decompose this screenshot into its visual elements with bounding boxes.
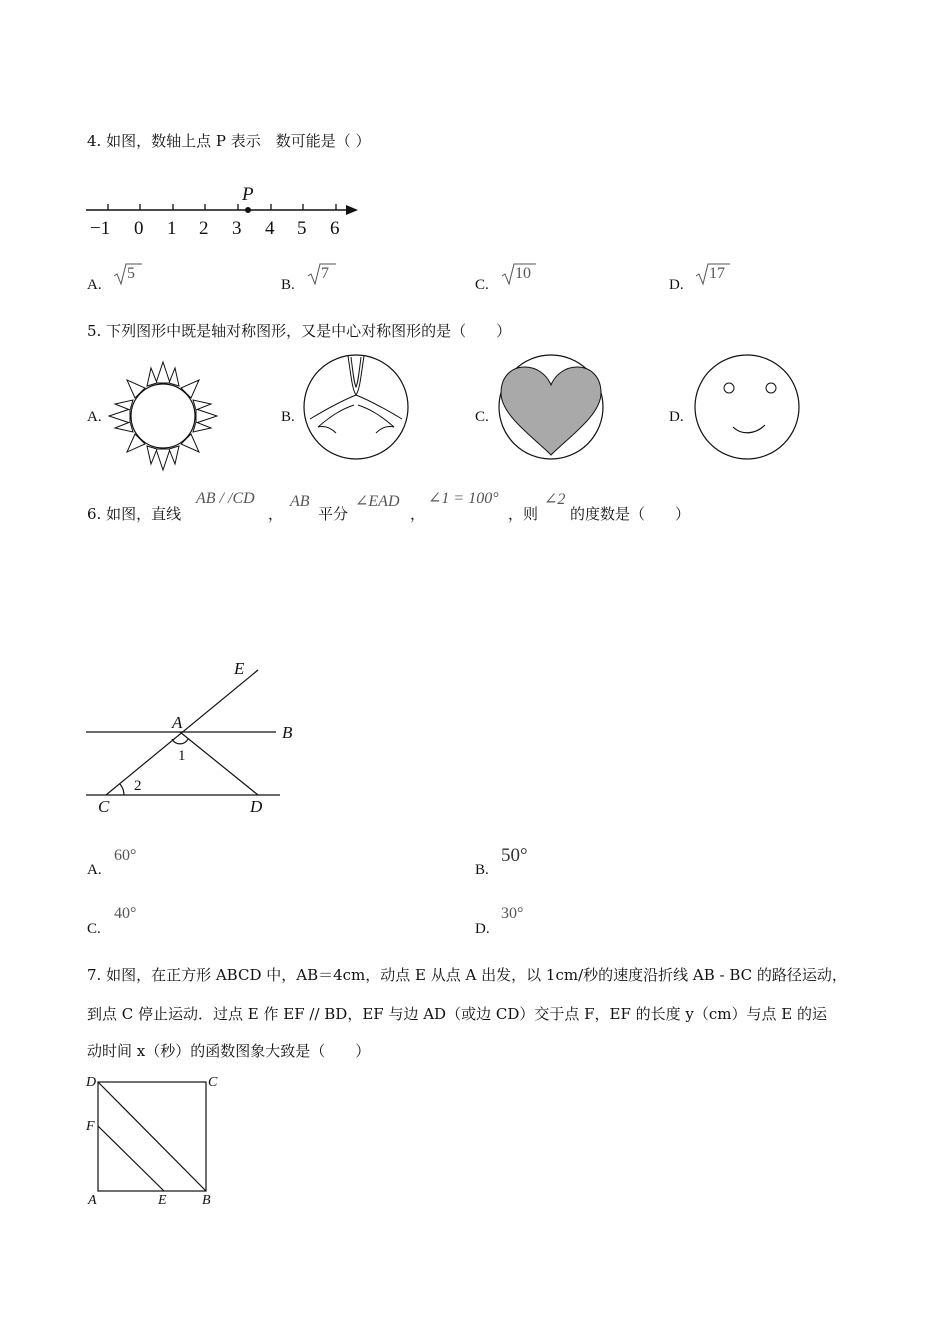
q4-option-c-value: 10 — [515, 265, 531, 282]
q7-square-figure — [84, 1070, 234, 1210]
q6-expr-ab-parallel-cd: AB / /CD — [196, 490, 255, 507]
heart-figure-icon — [497, 353, 607, 463]
q4-option-a-letter: A. — [87, 277, 102, 293]
tick-label: 3 — [232, 218, 242, 239]
tick-label: 1 — [167, 218, 177, 239]
point-p-dot — [245, 207, 251, 213]
q7-line-2: 到点 C 停止运动．过点 E 作 EF // BD，EF 与边 AD（或边 CD）交于点 F，EF 的长度 y（cm）与点 E 的运 — [87, 1005, 827, 1023]
tick-label: 5 — [297, 218, 307, 239]
tick-label: 0 — [134, 218, 144, 239]
label-d: D — [250, 797, 263, 816]
q5-stem: 5. 下列图形中既是轴对称图形，又是中心对称图形的是（ ） — [87, 322, 512, 340]
label-angle-2: 2 — [134, 778, 142, 794]
q6-comma: ， — [410, 505, 426, 523]
q6-figure — [84, 660, 324, 820]
q6-option-c-value: 40° — [114, 905, 137, 922]
q7-line-3: 动时间 x（秒）的函数图象大致是（ ） — [87, 1042, 371, 1060]
q6-expr-angle1: ∠1 = 100° — [428, 490, 499, 507]
q5-option-d-letter: D. — [669, 409, 684, 425]
q4-option-d-value: 17 — [709, 265, 725, 282]
q5-option-b-letter: B. — [281, 409, 295, 425]
axis-arrow-icon — [346, 205, 358, 215]
label-c: C — [98, 797, 110, 816]
q4-option-c-letter: C. — [475, 277, 489, 293]
q5-option-c-letter: C. — [475, 409, 489, 425]
q6-option-d-letter: D. — [475, 921, 490, 937]
label-a: A — [88, 1193, 97, 1208]
q4-option-a-value: 5 — [127, 265, 135, 282]
label-a: A — [172, 713, 183, 732]
q6-option-b-letter: B. — [475, 862, 489, 878]
smiley-figure-icon — [693, 353, 803, 463]
label-e: E — [158, 1193, 167, 1208]
q4-option-d-letter: D. — [669, 277, 684, 293]
q6-option-a-letter: A. — [87, 862, 102, 878]
label-d: D — [86, 1075, 97, 1090]
q4-option-b-value: 7 — [321, 265, 329, 282]
q6-option-d-value: 30° — [501, 905, 524, 922]
q6-option-b-value: 50° — [501, 845, 528, 866]
q6-expr-angle2: ∠2 — [544, 491, 566, 508]
curved-circle-figure-icon — [302, 353, 412, 463]
q6-expr-angle-ead: ∠EAD — [355, 493, 400, 510]
label-b: B — [202, 1193, 211, 1208]
q7-line-1: 7. 如图，在正方形 ABCD 中，AB＝4cm，动点 E 从点 A 出发，以 1cm/秒的速度沿折线 AB - BC 的路径运动， — [87, 966, 847, 984]
q6-stem-suffix: 的度数是（ ） — [570, 505, 691, 523]
q6-option-c-letter: C. — [87, 921, 101, 937]
q4-number-line — [84, 184, 374, 244]
label-c: C — [208, 1075, 218, 1090]
point-p-label: P — [242, 184, 254, 205]
tick-label: 2 — [199, 218, 209, 239]
q6-stem-prefix: 6. 如图，直线 — [87, 505, 182, 523]
sun-figure-icon — [109, 362, 219, 472]
label-angle-1: 1 — [178, 748, 186, 764]
q6-then: ，则 — [508, 505, 539, 523]
q5-option-a-letter: A. — [87, 409, 102, 425]
q6-bisects: 平分 — [318, 505, 349, 523]
tick-label: 4 — [265, 218, 275, 239]
q6-comma: ， — [268, 505, 284, 523]
tick-label: −1 — [90, 218, 111, 239]
q6-option-a-value: 60° — [114, 847, 137, 864]
label-e: E — [234, 659, 245, 678]
label-b: B — [282, 723, 293, 742]
q4-option-b-letter: B. — [281, 277, 295, 293]
tick-label: 6 — [330, 218, 340, 239]
q4-stem: 4. 如图，数轴上点 P 表示 数可能是（ ） — [87, 132, 371, 150]
q6-expr-ab: AB — [290, 493, 310, 510]
label-f: F — [86, 1119, 95, 1134]
